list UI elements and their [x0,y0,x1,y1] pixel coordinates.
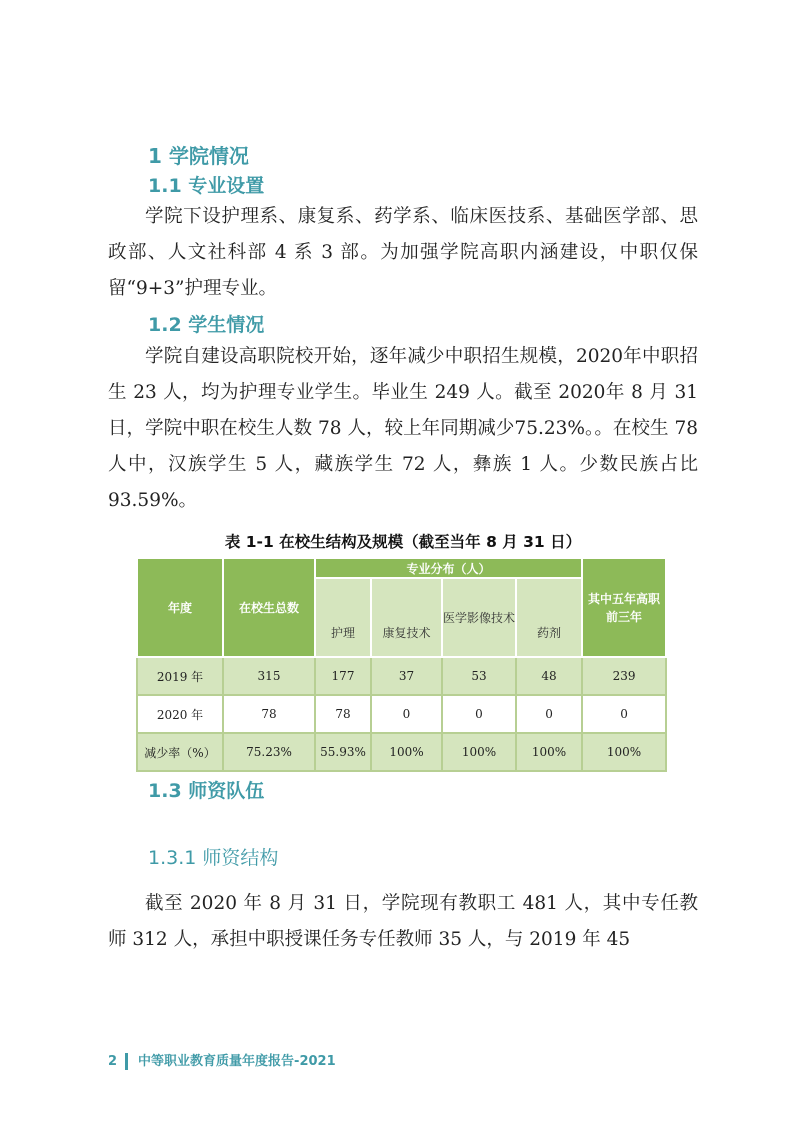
paragraph-text: 截至 2020 年 8 月 31 日，学院现有教职工 481 人，其中专任教师 312 人，承担中职授课任务专任教师 35 人，与 2019 年 45 [108,893,698,950]
paragraph-text: 学院自建设高职院校开始，逐年减少中职招生规模，2020年中职招生 23 人，均为护理专业学生。毕业生 249 人。截至 2020年 8 月 31 日，学院中职在校生人数 78 人，较上年同期减少75.23%。。在校生 78 人中，汉族学生 5 人，藏族学生 72 人，彝族 1 人。少数民族占比 93.59%。 [108,346,698,511]
table-cell: 239 [582,657,666,695]
footer-title: 中等职业教育质量年度报告-2021 [138,1054,336,1069]
footer-divider [125,1053,128,1070]
table-cell: 75.23% [223,733,315,771]
header-total: 在校生总数 [223,558,315,657]
header-major-distribution: 专业分布（人） [315,558,582,578]
table-cell: 37 [371,657,442,695]
header-five-year: 其中五年高职前三年 [582,558,666,657]
table-cell: 100% [582,733,666,771]
table-caption: 表 1-1 在校生结构及规模（截至当年 8 月 31 日） [224,533,582,551]
page-footer [108,1050,336,1070]
enrollment-table [136,557,667,772]
section-heading-1-2: 1.2 学生情况 [148,314,265,336]
table-row [137,733,666,771]
table-cell: 48 [516,657,582,695]
section-heading-1-3: 1.3 师资队伍 [148,780,265,802]
table-cell: 177 [315,657,371,695]
table-cell: 0 [442,695,516,733]
page-number: 2 [108,1054,118,1069]
section-heading-1-3-1: 1.3.1 师资结构 [148,847,279,869]
table-cell: 100% [516,733,582,771]
header-major-nursing: 护理 [315,578,371,657]
table-cell: 55.93% [315,733,371,771]
table-cell: 2019 年 [137,657,223,695]
table-cell: 100% [371,733,442,771]
header-major-imaging: 医学影像技术 [442,578,516,657]
paragraph-student-status [108,339,698,519]
header-major-rehab: 康复技术 [371,578,442,657]
paragraph-text: 学院下设护理系、康复系、药学系、临床医技系、基础医学部、思政部、人文社科部 4 系 3 部。为加强学院高职内涵建设，中职仅保留“9+3”护理专业。 [108,206,698,299]
table-cell: 100% [442,733,516,771]
table-cell: 0 [582,695,666,733]
table-cell: 减少率（%） [137,733,223,771]
table-cell: 78 [223,695,315,733]
section-heading-1: 1 学院情况 [148,144,249,168]
table-cell: 0 [371,695,442,733]
header-year: 年度 [137,558,223,657]
header-major-pharmacy: 药剂 [516,578,582,657]
section-heading-1-1: 1.1 专业设置 [148,175,265,197]
table-cell: 53 [442,657,516,695]
paragraph-faculty-structure [108,886,698,958]
table-cell: 0 [516,695,582,733]
table-row [137,695,666,733]
table-cell: 315 [223,657,315,695]
table-cell: 78 [315,695,371,733]
table-row [137,657,666,695]
table-cell: 2020 年 [137,695,223,733]
paragraph-specialty-setup [108,199,698,307]
